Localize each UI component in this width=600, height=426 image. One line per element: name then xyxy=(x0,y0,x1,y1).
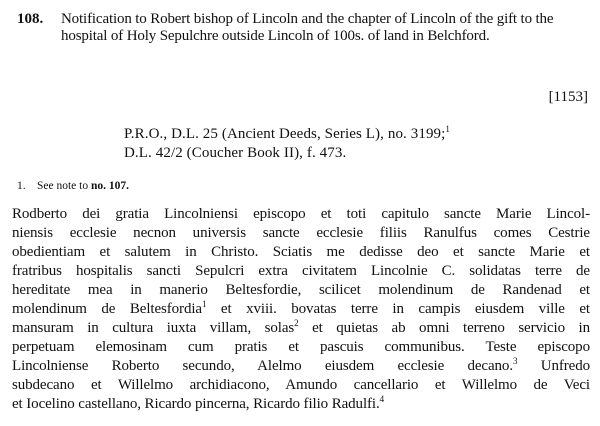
source-line: D.L. 42/2 (Coucher Book II), f. 473. xyxy=(124,145,347,161)
charter-text-segment: mansuram in cultura iuxta villam, solas xyxy=(12,320,295,336)
footnote-marker: 1 xyxy=(445,124,451,134)
charter-line xyxy=(12,281,590,300)
entry-number: 108. xyxy=(17,11,44,27)
charter-text xyxy=(12,205,590,414)
charter-text-segment: molendinum de Beltesfordia xyxy=(12,301,202,317)
footnote-marker: 1 xyxy=(201,299,207,309)
footnote-marker: 2 xyxy=(294,318,299,328)
charter-line xyxy=(12,300,590,319)
charter-line xyxy=(12,205,590,224)
charter-line xyxy=(12,376,590,395)
charter-line xyxy=(12,357,590,376)
charter-text-segment: et quietas ab omni terreno servicio in xyxy=(298,320,591,336)
charter-text-segment: Unfredo xyxy=(517,358,590,374)
footnote-text: See note to xyxy=(37,180,91,192)
footnote-marker: 3 xyxy=(512,356,518,366)
charter-line xyxy=(12,319,590,338)
source-text: P.R.O., D.L. 25 (Ancient Deeds, Series L), no. 3199; xyxy=(124,126,446,142)
charter-text-segment: et Iocelino castellano, Ricardo pincerna, Ricardo filio Radulfi. xyxy=(12,396,380,412)
charter-line xyxy=(12,395,590,414)
charter-text-segment: niensis ecclesie necnon universis sancte ecclesie filiis Ranulfus comes Cestrie xyxy=(12,225,590,241)
entry-date: [1153] xyxy=(548,89,588,105)
charter-line xyxy=(12,338,590,357)
charter-text-segment: Lincolniense Roberto secundo, Alelmo eiusdem ecclesie decano. xyxy=(12,358,513,374)
charter-line xyxy=(12,262,590,281)
footnote-number: 1. xyxy=(17,180,26,192)
footnote xyxy=(17,179,129,193)
source-line xyxy=(124,125,450,144)
entry-heading: Notification to Robert bishop of Lincoln and the chapter of Lincoln of the gift to the hospital of Holy Sepulchre outside Lincoln of 100s. of land in Belchford. xyxy=(61,11,554,44)
source-references xyxy=(124,125,450,163)
charter-line xyxy=(12,224,590,243)
charter-text-segment: et xviii. bovatas terre in campis eiusdem ville et xyxy=(206,301,590,317)
charter-text-segment: fratribus hospitalis sancti Sepulcri extra civitatem Lincolnie C. solidatas terre de xyxy=(12,263,590,279)
charter-text-segment: obedientiam et salutem in Christo. Sciatis me dedisse deo et sancte Marie et xyxy=(12,244,590,260)
charter-line xyxy=(12,243,590,262)
charter-text-segment: Rodberto dei gratia Lincolniensi episcopo et toti capitulo sancte Marie Lincol- xyxy=(12,206,590,222)
charter-text-segment: perpetuam elemosinam cum pratis et pascuis communibus. Teste episcopo xyxy=(12,339,590,355)
charter-text-segment: subdecano et Willelmo archidiacono, Amundo cancellario et Willelmo de Veci xyxy=(12,377,590,393)
charter-text-segment: hereditate mea in manerio Beltesfordie, scilicet molendinum de Randenad et xyxy=(12,282,590,298)
footnote-reference: no. 107. xyxy=(90,180,130,192)
footnote-marker: 4 xyxy=(379,394,385,404)
